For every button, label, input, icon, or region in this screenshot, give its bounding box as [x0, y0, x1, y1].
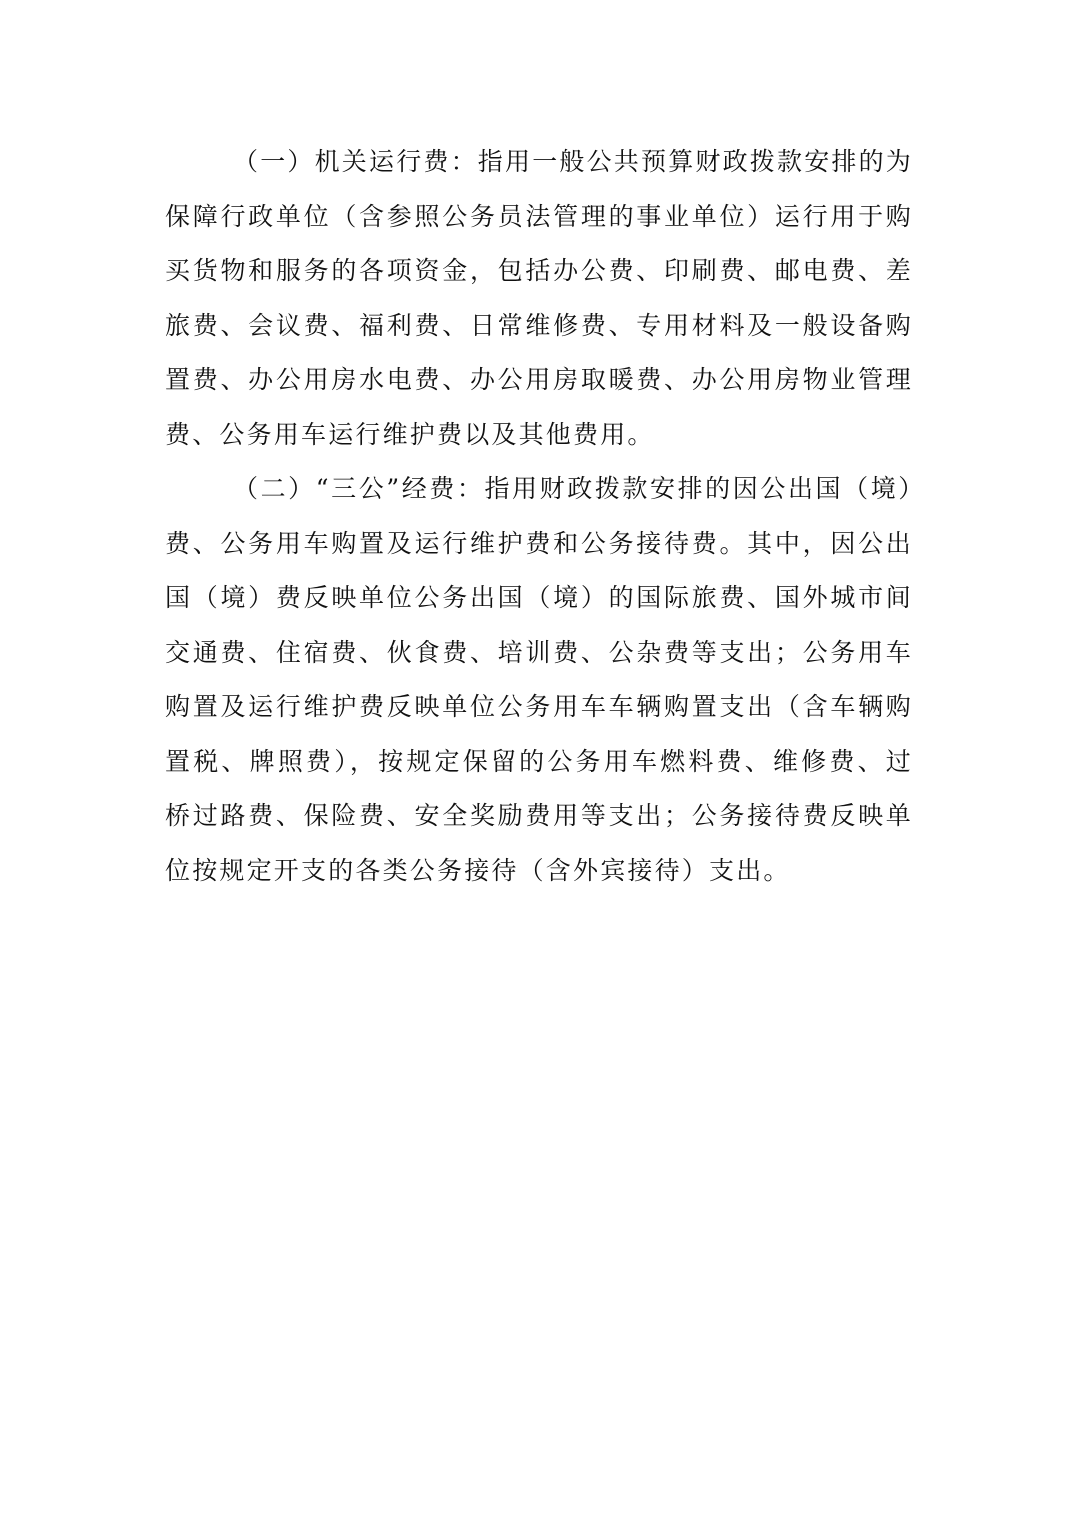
paragraph-three-public-expenses: （二）“三公”经费：指用财政拨款安排的因公出国（境）费、公务用车购置及运行维护费和公务接待费。其中，因公出国（境）费反映单位公务出国（境）的国际旅费、国外城市间交通费、住宿费、伙食费、培训费、公杂费等支出；公务用车购置及运行维护费反映单位公务用车车辆购置支出（含车辆购置税、牌照费），按规定保留的公务用车燃料费、维修费、过桥过路费、保险费、安全奖励费用等支出；公务接待费反映单位按规定开支的各类公务接待（含外宾接待）支出。 — [165, 474, 913, 885]
paragraph-operating-expenses: （一）机关运行费：指用一般公共预算财政拨款安排的为保障行政单位（含参照公务员法管理的事业单位）运行用于购买货物和服务的各项资金，包括办公费、印刷费、邮电费、差旅费、会议费、福利费、日常维修费、专用材料及一般设备购置费、办公用房水电费、办公用房取暖费、办公用房物业管理费、公务用车运行维护费以及其他费用。 — [165, 147, 914, 449]
document-body — [165, 135, 913, 898]
